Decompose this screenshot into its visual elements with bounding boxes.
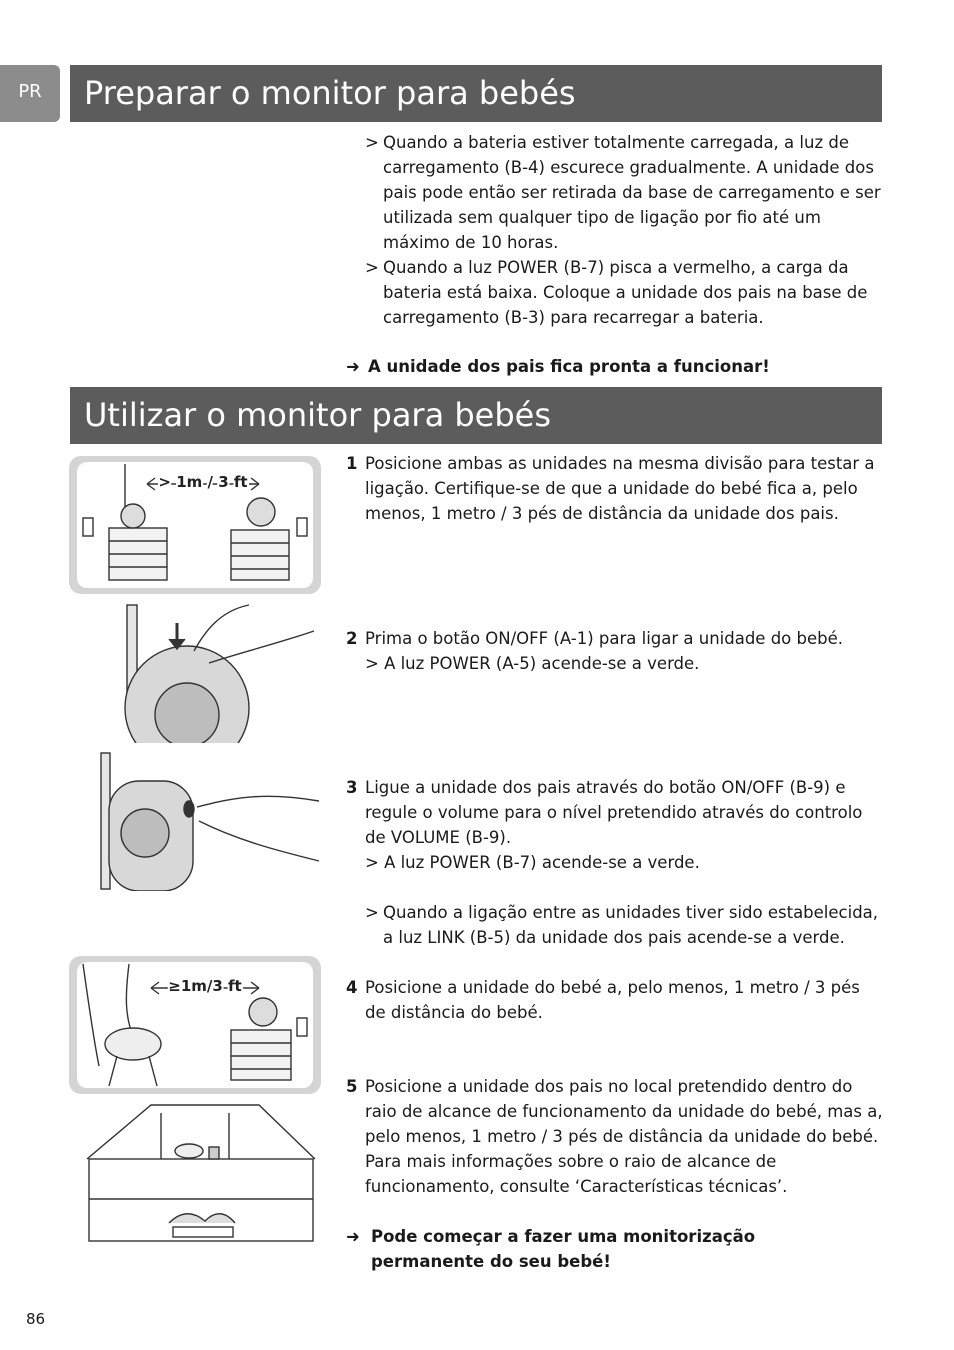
arrow-icon: ➜ (346, 1227, 360, 1246)
item-marker: > (365, 903, 379, 922)
step-3-note (365, 900, 883, 950)
step-4 (346, 975, 884, 1025)
prepare-item-2 (365, 255, 883, 330)
final-text: Pode começar a fazer uma monitorização permanente do seu bebé! (371, 1227, 756, 1271)
distance-label: > 1m / 3 ft (158, 473, 248, 491)
language-tab (0, 65, 60, 122)
units-distance-drawing (69, 456, 321, 594)
house-drawing (69, 1103, 321, 1243)
step-number: 1 (346, 454, 358, 473)
prepare-result (346, 354, 886, 379)
step-sub: > A luz POWER (B-7) acende-se a verde. (365, 853, 700, 872)
section-title-prepare: Preparar o monitor para bebés (70, 65, 882, 122)
step-text: Posicione a unidade dos pais no local pretendido dentro do raio de alcance de funcionamento da unidade do bebé, mas a, pelo menos, 1 metro / 3 pés de distância da unidade do bebé. Para mais informações sobre o raio de alcance de funcionamento, consulte ‘Características técnicas’. (365, 1077, 883, 1196)
crib-distance-drawing (69, 956, 321, 1094)
item-text: Quando a bateria estiver totalmente carregada, a luz de carregamento (B-4) escurece gradualmente. A unidade dos pais pode então ser retirada da base de carregamento e ser utilizada sem qualquer tipo de ligação por fio até um máximo de 10 horas. (383, 133, 881, 252)
step-sub: > A luz POWER (A-5) acende-se a verde. (365, 654, 700, 673)
step-number: 5 (346, 1077, 358, 1096)
item-marker: > (365, 133, 379, 152)
item-text: Quando a luz POWER (B-7) pisca a vermelho, a carga da bateria está baixa. Coloque a unidade dos pais na base de carregamento (B-3) para recarregar a bateria. (383, 258, 868, 327)
step-1 (346, 451, 884, 526)
arrow-icon: ➜ (346, 357, 360, 376)
illustration-baby-unit-on (69, 603, 321, 743)
step-number: 2 (346, 629, 358, 648)
step-text: Posicione ambas as unidades na mesma divisão para testar a ligação. Certifique-se de que a unidade do bebé fica a, pelo menos, 1 metro / 3 pés de distância da unidade dos pais. (365, 454, 875, 523)
baby-unit-drawing (69, 603, 321, 743)
illustration-parent-unit-on (69, 751, 321, 891)
language-code: PR (18, 81, 42, 102)
page-number: 86 (26, 1310, 46, 1328)
step-2 (346, 626, 884, 676)
step-text: Ligue a unidade dos pais através do botão ON/OFF (B-9) e regule o volume para o nível pretendido através do controlo de VOLUME (B-9). (365, 778, 863, 847)
distance-label: ≥1m/3 ft (168, 977, 242, 995)
result-text: A unidade dos pais fica pronta a funcionar! (368, 357, 770, 376)
item-marker: > (365, 258, 379, 277)
step-text: Prima o botão ON/OFF (A-1) para ligar a unidade do bebé. (365, 629, 844, 648)
step-3 (346, 775, 884, 875)
illustration-house (69, 1103, 321, 1243)
step-number: 4 (346, 978, 358, 997)
parent-unit-drawing (69, 751, 321, 891)
section-title-use: Utilizar o monitor para bebés (70, 387, 882, 444)
step-5 (346, 1074, 884, 1199)
illustration-crib-distance (69, 956, 321, 1094)
prepare-item-1 (365, 130, 883, 255)
illustration-units-distance (69, 456, 321, 594)
step-number: 3 (346, 778, 358, 797)
step-text: Posicione a unidade do bebé a, pelo menos, 1 metro / 3 pés de distância do bebé. (365, 978, 860, 1022)
note-text: Quando a ligação entre as unidades tiver sido estabelecida, a luz LINK (B-5) da unidade dos pais acende-se a verde. (383, 903, 879, 947)
final-result (346, 1224, 796, 1274)
